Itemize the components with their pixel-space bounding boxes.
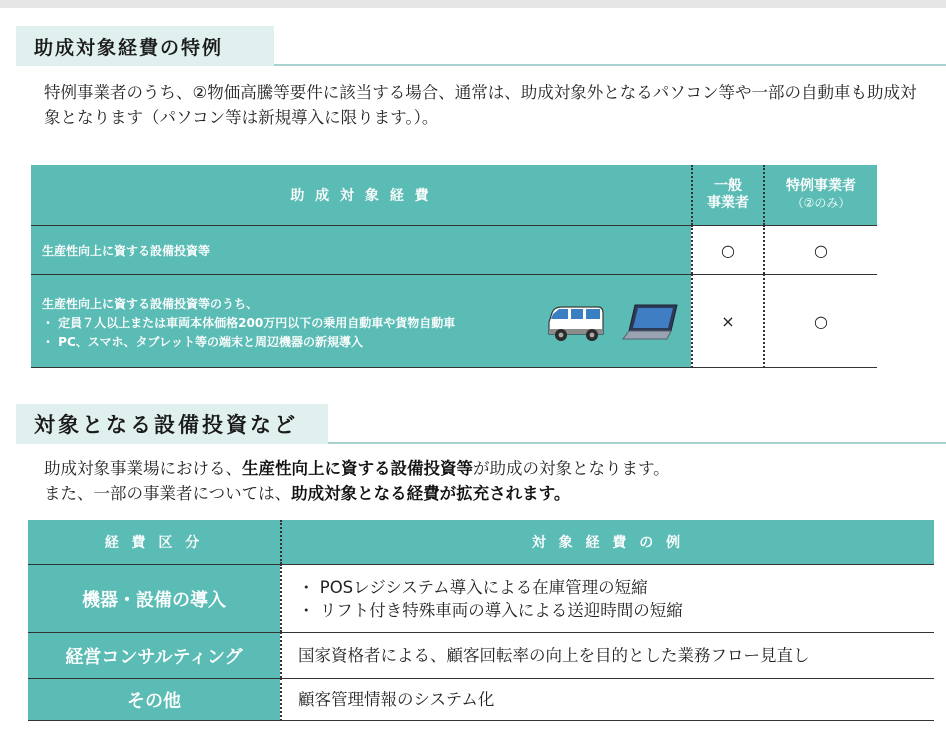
example-item: 国家資格者による、顧客回転率の向上を目的とした業務フロー見直し [298,646,810,665]
line2-pre: また、一部の事業者については、 [44,484,292,503]
top-bar [0,0,946,8]
row-equipment-examples [280,564,934,632]
row-other-examples [280,678,934,721]
row1-label: 生産性向上に資する設備投資等 [31,225,691,274]
header-general-line1: 一般 [714,178,742,194]
header-expense: 助 成 対 象 経 費 [31,165,691,225]
row2-label-line2: ・ 定員７人以上または車両本体価格200万円以下の乗用自動車や貨物自動車 [42,316,456,330]
expense-category-table [28,520,934,721]
line1-pre: 助成対象事業場における、 [44,459,242,478]
header-examples: 対 象 経 費 の 例 [280,520,934,564]
example-item: 顧客管理情報のシステム化 [298,690,495,709]
header-general-line2: 事業者 [707,195,749,211]
section2-intro [44,456,924,506]
section-intro: 特例事業者のうち、②物価高騰等要件に該当する場合、通常は、助成対象外となるパソコン等や一部の自動車も助成対象となります（パソコン等は新規導入に限ります。）。 [44,83,917,127]
row2-general: × [691,274,763,368]
line1-post: が助成の対象となります。 [473,459,670,478]
section-title-special-expenses: 助成対象経費の特例 [16,26,274,66]
row1-general: ○ [691,225,763,274]
example-item: ・ リフト付き特殊車両の導入による送迎時間の短縮 [298,600,683,620]
row-consulting-examples [280,632,934,678]
section2-line2 [44,481,924,506]
row2-special: ○ [763,274,877,368]
row2-label-line1: 生産性向上に資する設備投資等のうち、 [42,297,259,311]
row2-label-line3: ・ PC、スマホ、タブレット等の端末と周辺機器の新規導入 [42,335,363,349]
line1-bold: 生産性向上に資する設備投資等 [242,459,473,478]
header-category: 経 費 区 分 [28,520,280,564]
row1-special: ○ [763,225,877,274]
row2-label [31,274,691,368]
section2-line1 [44,456,924,481]
line2-bold: 助成対象となる経費が拡充されます。 [291,484,571,503]
laptop-icon [621,303,681,343]
section-title-target-investments: 対象となる設備投資など [16,404,328,444]
header-special-line1: 特例事業者 [786,178,856,194]
row-consulting-label: 経営コンサルティング [28,632,280,678]
row-other-label: その他 [28,678,280,721]
header-general [691,165,763,225]
example-item: ・ POSレジシステム導入による在庫管理の短縮 [298,577,648,597]
row-equipment-label: 機器・設備の導入 [28,564,280,632]
special-expenses-table [31,165,877,368]
header-special [763,165,877,225]
van-icon [546,305,606,343]
header-special-line2: （②のみ） [791,196,851,210]
